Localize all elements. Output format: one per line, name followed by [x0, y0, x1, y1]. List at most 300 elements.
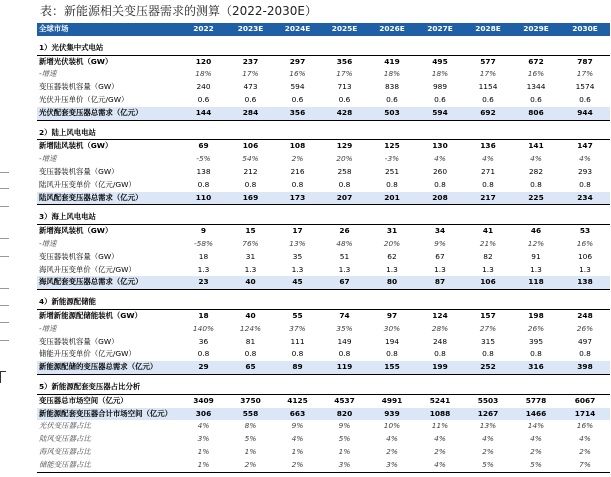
cell: 149	[337, 336, 352, 346]
cell: 0.8	[244, 349, 257, 359]
cell: 110	[180, 192, 227, 205]
cell: 48%	[336, 238, 353, 248]
cell: 1%	[291, 446, 304, 456]
cell: 169	[227, 192, 274, 205]
cell: 1%	[197, 446, 210, 456]
cell: 0.6	[530, 94, 542, 104]
cell: 225	[512, 192, 560, 205]
cell: 1%	[338, 446, 351, 456]
cell: 9%	[338, 421, 351, 431]
cell: 106	[227, 140, 274, 153]
cell: 0.8	[579, 179, 591, 189]
cell: 16%	[576, 238, 594, 248]
row-label: 陆风配套变压器总需求（亿元）	[37, 192, 180, 205]
cell: 0.8	[197, 349, 210, 359]
header-year: 2022	[180, 23, 227, 36]
cell: 1.3	[434, 264, 446, 274]
cell: 140%	[192, 323, 215, 333]
cell: 194	[384, 336, 400, 346]
header-year: 2030E	[560, 23, 610, 36]
cell: 282	[528, 166, 544, 176]
cell: 16%	[527, 69, 545, 79]
cell: 40	[227, 276, 274, 289]
cell: 4%	[482, 154, 494, 164]
cell: 497	[577, 336, 593, 346]
row-label: 新增海风装机（GW）	[37, 225, 180, 238]
cell: 4%	[416, 459, 464, 472]
cell: -3%	[384, 154, 400, 164]
cell: 46	[512, 225, 560, 238]
cell: 36	[198, 336, 209, 346]
cell: 17%	[336, 69, 353, 79]
cell: 23	[180, 276, 227, 289]
cell: 0.6	[386, 94, 398, 104]
cell: 3%	[197, 434, 210, 444]
cell: 147	[560, 140, 610, 153]
cell: 155	[368, 361, 416, 374]
cell: 315	[480, 336, 496, 346]
cell: 0.8	[482, 349, 494, 359]
cell: 31	[245, 251, 256, 261]
table-title: 表：新能源相关变压器需求的测算（2022-2030E）	[40, 4, 317, 18]
table-row	[37, 361, 610, 374]
cell: 0.8	[434, 349, 446, 359]
table-row	[37, 55, 610, 68]
cell: 20%	[336, 154, 353, 164]
cell: 4%	[482, 434, 494, 444]
cell: 594	[290, 82, 305, 92]
cell: 3750	[227, 394, 274, 407]
cell: 41	[464, 225, 512, 238]
cell: 672	[512, 55, 560, 68]
cell: 21%	[479, 238, 497, 248]
cell: 30%	[383, 323, 401, 333]
cell: 4991	[368, 394, 416, 407]
cell: 4125	[274, 394, 321, 407]
cell: 577	[464, 55, 512, 68]
cell: 0.6	[579, 94, 591, 104]
row-label: 光伏配套变压器总需求（亿元）	[37, 107, 180, 120]
cell: 62	[387, 251, 397, 261]
cell: 18	[198, 251, 209, 261]
cell: 217	[464, 192, 512, 205]
cell: 1344	[526, 82, 546, 92]
cell: 248	[560, 309, 610, 322]
cell: 7%	[560, 459, 610, 472]
section-title: 2）陆上风电电站	[39, 127, 96, 137]
cell: 1466	[512, 408, 560, 421]
cell: 248	[432, 336, 448, 346]
cell: 2%	[227, 459, 274, 472]
margin-bracket	[0, 371, 6, 383]
cell: 0.8	[338, 179, 351, 189]
cell: 28%	[431, 323, 449, 333]
cell: 1088	[416, 408, 464, 421]
cell: 138	[560, 276, 610, 289]
cell: 51	[339, 251, 350, 261]
cell: 9	[180, 225, 227, 238]
cell: 17	[274, 225, 321, 238]
cell: 237	[227, 55, 274, 68]
cell: 251	[384, 166, 400, 176]
table-row	[37, 225, 610, 238]
margin-mark	[0, 188, 9, 189]
row-label: 光伏升压单价（亿元/GW）	[39, 94, 129, 104]
cell: 18	[180, 309, 227, 322]
row-label: 变压器装机容量（GW）	[39, 82, 119, 92]
cell: 806	[512, 107, 560, 120]
cell: 1.3	[291, 264, 304, 274]
cell: 1.3	[579, 264, 591, 274]
cell: 18%	[383, 69, 401, 79]
table-row	[37, 433, 610, 446]
header-year: 2027E	[416, 23, 464, 36]
row-label: 新能源配套变压器合计市场空间（亿元）	[37, 408, 180, 421]
row-label: 变压器装机容量（GW）	[39, 336, 119, 346]
cell: 40	[227, 309, 274, 322]
row-label: 变压器装机容量（GW）	[39, 251, 119, 261]
cell: 398	[560, 361, 610, 374]
row-label: 新增陆风装机（GW）	[37, 140, 180, 153]
section-title	[37, 296, 610, 309]
margin-mark	[0, 322, 9, 323]
table-row	[37, 420, 610, 433]
cell: 26	[321, 225, 368, 238]
cell: 0.6	[244, 94, 257, 104]
cell: 35%	[336, 323, 353, 333]
cell: 144	[180, 107, 227, 120]
cell: 198	[512, 309, 560, 322]
header-year: 2024E	[274, 23, 321, 36]
cell: 692	[464, 107, 512, 120]
cell: 138	[196, 166, 211, 176]
cell: 89	[274, 361, 321, 374]
cell: 473	[243, 82, 258, 92]
cell: 129	[321, 140, 368, 153]
row-label: 变压器装机容量（GW）	[39, 166, 119, 176]
cell: 9%	[434, 238, 446, 248]
cell: 108	[274, 140, 321, 153]
cell: 5503	[464, 394, 512, 407]
cell: 1%	[244, 446, 257, 456]
header-row	[37, 23, 610, 36]
cell: 125	[368, 140, 416, 153]
header-year: 2029E	[512, 23, 560, 36]
cell: 713	[337, 82, 352, 92]
cell: 26%	[527, 323, 545, 333]
margin-mark	[0, 288, 9, 289]
cell: 989	[432, 82, 448, 92]
table-row	[37, 336, 610, 349]
cell: 1.3	[338, 264, 351, 274]
cell: 5%	[244, 434, 257, 444]
margin-mark	[0, 256, 9, 257]
cell: 13%	[289, 238, 306, 248]
cell: 87	[416, 276, 464, 289]
cell: 67	[435, 251, 445, 261]
cell: 16%	[576, 421, 594, 431]
row-label: 海风变压器占比	[39, 446, 91, 456]
cell: 0.8	[244, 179, 257, 189]
cell: 124	[416, 309, 464, 322]
table-row	[37, 166, 610, 179]
cell: 91	[531, 251, 541, 261]
cell: 199	[416, 361, 464, 374]
cell: 111	[290, 336, 305, 346]
cell: 395	[528, 336, 544, 346]
cell: 0.6	[434, 94, 446, 104]
cell: 14%	[527, 421, 545, 431]
cell: -58%	[193, 238, 214, 248]
row-label: -增速	[39, 69, 57, 79]
row-label: 新增新能源配储能装机（GW）	[37, 309, 180, 322]
cell: 35	[292, 251, 303, 261]
row-label: 光伏变压器占比	[39, 421, 91, 431]
cell: 65	[227, 361, 274, 374]
margin-mark	[0, 172, 9, 173]
cell: 1.3	[197, 264, 210, 274]
cell: 106	[577, 251, 593, 261]
cell: 1714	[560, 408, 610, 421]
cell: 18%	[195, 69, 212, 79]
row-label: -增速	[39, 154, 57, 164]
cell: 316	[512, 361, 560, 374]
row-label: 海风升压变单价（亿元/GW）	[39, 264, 136, 274]
cell: 0.6	[338, 94, 351, 104]
table-row	[37, 309, 610, 322]
row-label: -增速	[39, 323, 57, 333]
cell: 0.8	[530, 179, 542, 189]
cell: 31	[368, 225, 416, 238]
row-label: 新增光伏装机（GW）	[37, 55, 180, 68]
cell: 74	[321, 309, 368, 322]
header-year: 2025E	[321, 23, 368, 36]
cell: 76%	[242, 238, 259, 248]
cell: 106	[464, 276, 512, 289]
cell: 356	[321, 55, 368, 68]
cell: 173	[274, 192, 321, 205]
cell: 663	[274, 408, 321, 421]
cell: 37%	[289, 323, 306, 333]
cell: 5%	[338, 434, 351, 444]
cell: 787	[560, 55, 610, 68]
cell: 1574	[575, 82, 595, 92]
cell: 4%	[579, 434, 591, 444]
cell: 5%	[512, 459, 560, 472]
cell: 4%	[291, 434, 304, 444]
header-year: 2028E	[464, 23, 512, 36]
cell: 1154	[478, 82, 498, 92]
cell: 141	[512, 140, 560, 153]
cell: 1.3	[244, 264, 257, 274]
cell: 419	[368, 55, 416, 68]
cell: 9%	[291, 421, 304, 431]
section-title: 4）新能源配储能	[39, 297, 96, 307]
table-row	[37, 264, 610, 277]
row-label: 变压器总市场空间（亿元）	[37, 394, 180, 407]
cell: 4%	[434, 434, 446, 444]
cell: 252	[464, 361, 512, 374]
cell: 258	[337, 166, 352, 176]
margin-mark	[0, 305, 9, 306]
cell: 29	[180, 361, 227, 374]
cell: 5778	[512, 394, 560, 407]
section-title: 5）新能源配套变压器占比分析	[39, 381, 141, 391]
cell: 69	[180, 140, 227, 153]
cell: 0.8	[386, 349, 398, 359]
cell: 207	[321, 192, 368, 205]
table-row	[37, 394, 610, 407]
cell: 136	[464, 140, 512, 153]
section-title	[37, 381, 610, 394]
cell: 4%	[386, 434, 398, 444]
table-row	[37, 94, 610, 107]
margin-mark	[0, 340, 9, 341]
cell: 4%	[434, 154, 446, 164]
section-title	[37, 127, 610, 140]
cell: 0.6	[291, 94, 304, 104]
cell: 45	[274, 276, 321, 289]
cell: 13%	[479, 421, 497, 431]
cell: 820	[321, 408, 368, 421]
table-body	[37, 23, 610, 472]
cell: 297	[274, 55, 321, 68]
cell: 2%	[386, 446, 398, 456]
cell: 157	[464, 309, 512, 322]
cell: 939	[368, 408, 416, 421]
cell: 20%	[383, 238, 401, 248]
cell: 80	[368, 276, 416, 289]
cell: 260	[432, 166, 448, 176]
cell: 0.8	[434, 179, 446, 189]
table-row	[37, 238, 610, 251]
cell: 208	[416, 192, 464, 205]
cell: 4%	[197, 421, 210, 431]
cell: 0.8	[291, 349, 304, 359]
cell: 4%	[530, 154, 542, 164]
cell: 428	[321, 107, 368, 120]
section-title: 3）海上风电电站	[39, 212, 96, 222]
row-label: -增速	[39, 238, 57, 248]
cell: 240	[196, 82, 211, 92]
cell: 97	[368, 309, 416, 322]
cell: 11%	[431, 421, 449, 431]
table-row	[37, 140, 610, 153]
cell: 26%	[576, 323, 594, 333]
cell: 838	[384, 82, 400, 92]
table-row	[37, 179, 610, 192]
table-row	[37, 192, 610, 205]
cell: 118	[512, 276, 560, 289]
cell: 1.3	[530, 264, 542, 274]
cell: 2%	[274, 459, 321, 472]
table-row	[37, 446, 610, 459]
cell: 3409	[180, 394, 227, 407]
table-row	[37, 251, 610, 264]
cell: 3%	[321, 459, 368, 472]
cell: 8%	[244, 421, 257, 431]
cell: 6067	[560, 394, 610, 407]
cell: 27%	[479, 323, 497, 333]
row-label: 陆风升压变单价（亿元/GW）	[39, 179, 136, 189]
table-row	[37, 459, 610, 472]
row-label: 储能升压变单价（亿元/GW）	[39, 349, 136, 359]
cell: 0.6	[482, 94, 494, 104]
cell: 12%	[527, 238, 545, 248]
row-label: 新能源配储的变压器总需求（亿元）	[37, 361, 180, 374]
cell: -5%	[196, 154, 211, 164]
cell: 2%	[434, 446, 446, 456]
cell: 82	[483, 251, 493, 261]
cell: 0.8	[579, 349, 591, 359]
table-row	[37, 81, 610, 94]
cell: 0.8	[197, 179, 210, 189]
cell: 0.8	[530, 349, 542, 359]
cell: 284	[227, 107, 274, 120]
cell: 558	[227, 408, 274, 421]
cell: 120	[180, 55, 227, 68]
cell: 503	[368, 107, 416, 120]
cell: 67	[321, 276, 368, 289]
cell: 53	[560, 225, 610, 238]
margin-mark	[0, 238, 9, 239]
cell: 55	[274, 309, 321, 322]
cell: 81	[245, 336, 256, 346]
cell: 4%	[579, 154, 591, 164]
cell: 201	[368, 192, 416, 205]
cell: 1.3	[386, 264, 398, 274]
cell: 130	[416, 140, 464, 153]
section-title	[37, 42, 610, 55]
cell: 0.8	[386, 179, 398, 189]
cell: 2%	[482, 446, 494, 456]
cell: 0.8	[338, 349, 351, 359]
cell: 18%	[431, 69, 449, 79]
cell: 34	[416, 225, 464, 238]
cell: 306	[180, 408, 227, 421]
header-label: 全球市场	[37, 23, 180, 36]
cell: 54%	[242, 154, 259, 164]
cell: 2%	[291, 154, 304, 164]
cell: 495	[416, 55, 464, 68]
cell: 212	[243, 166, 258, 176]
cell: 1.3	[482, 264, 494, 274]
cell: 17%	[242, 69, 259, 79]
cell: 0.8	[291, 179, 304, 189]
table-row	[37, 68, 610, 81]
table-row	[37, 107, 610, 120]
cell: 3%	[368, 459, 416, 472]
cell: 944	[560, 107, 610, 120]
cell: 293	[577, 166, 593, 176]
cell: 15	[227, 225, 274, 238]
table-row	[37, 323, 610, 336]
cell: 216	[290, 166, 305, 176]
section-title: 1）光伏集中式电站	[39, 42, 104, 52]
cell: 10%	[383, 421, 401, 431]
margin-mark	[0, 206, 9, 207]
header-year: 2026E	[368, 23, 416, 36]
cell: 356	[274, 107, 321, 120]
cell: 124%	[239, 323, 262, 333]
header-year: 2023E	[227, 23, 274, 36]
table-row	[37, 408, 610, 421]
cell: 0.8	[482, 179, 494, 189]
table-row	[37, 153, 610, 166]
demand-table	[37, 23, 610, 473]
cell: 234	[560, 192, 610, 205]
cell: 5241	[416, 394, 464, 407]
